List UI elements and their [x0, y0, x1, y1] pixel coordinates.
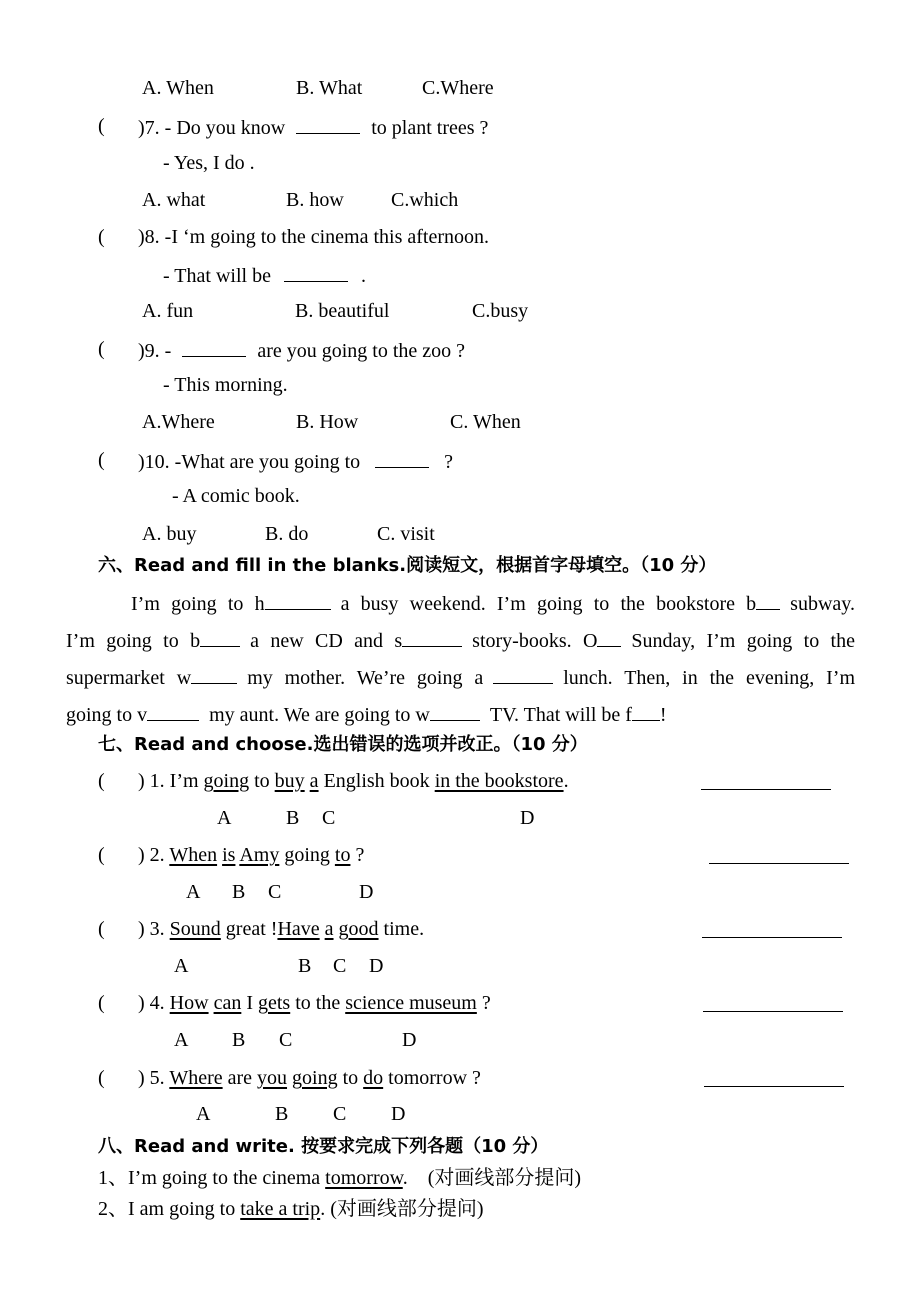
section-8-title-cn: 按要求完成下列各题（10 分）	[301, 1136, 549, 1157]
q7-option-a: A. what	[142, 189, 206, 211]
s7-q5-part-b: you	[257, 1067, 288, 1089]
passage-line-3	[66, 665, 855, 689]
passage-text: !	[659, 704, 667, 726]
s7-q4-num: ) 4.	[138, 992, 165, 1014]
s8-q1-text: 1、I’m going to the cinema	[98, 1167, 321, 1189]
s7-q1-letter-a: A	[217, 807, 232, 829]
q6-option-a: A. When	[142, 77, 214, 99]
s7-q2-answer-line[interactable]	[709, 845, 849, 864]
q8-option-b: B. beautiful	[295, 300, 390, 322]
s7-q4-part-d: science museum	[345, 992, 477, 1014]
section-6-title-cn: 阅读短文，根据首字母填空。（10 分）	[406, 555, 717, 576]
passage-blank[interactable]	[597, 628, 621, 647]
q8-dot: .	[360, 265, 366, 287]
q9-question	[138, 338, 465, 362]
section-7-title-en: Read and choose.	[134, 734, 314, 755]
passage-blank[interactable]	[756, 591, 780, 610]
s7-q3-paren: (	[98, 918, 105, 940]
q8-reply-line	[163, 263, 366, 287]
passage-blank[interactable]	[632, 702, 660, 721]
passage-blank[interactable]	[402, 628, 462, 647]
q10-blank[interactable]	[375, 449, 429, 468]
s7-q3-end: time.	[383, 918, 425, 940]
s7-q5-letter-d: D	[391, 1103, 406, 1125]
passage-text: a new CD and s	[250, 630, 403, 652]
s8-q2-underlined: take a trip	[240, 1198, 321, 1220]
q10-option-b: B. do	[265, 523, 309, 545]
q7-blank[interactable]	[296, 115, 360, 134]
s8-q2-end: .	[320, 1198, 326, 1220]
s7-q5-text: are	[227, 1067, 253, 1089]
s7-q3-part-b: Have	[277, 918, 320, 940]
s7-q5-letter-b: B	[275, 1103, 289, 1125]
s7-q2-letter-b: B	[232, 881, 246, 903]
s7-q2-letter-c: C	[268, 881, 282, 903]
passage-text: going to v	[66, 704, 148, 726]
q10-reply: - A comic book.	[172, 485, 300, 507]
s7-q4-part-a: How	[169, 992, 209, 1014]
q7-option-b: B. how	[286, 189, 344, 211]
s7-q1-part-a: going	[203, 770, 250, 792]
s7-q1-answer-line[interactable]	[701, 771, 831, 790]
q7-stem: )7. - Do you know	[138, 117, 286, 139]
s7-q4-text: to the	[295, 992, 341, 1014]
passage-text: TV. That will be f	[489, 704, 632, 726]
s7-q3-part-d: good	[338, 918, 379, 940]
s7-q4-letter-a: A	[174, 1029, 189, 1051]
q9-option-b: B. How	[296, 411, 359, 433]
s7-q4-letter-c: C	[279, 1029, 293, 1051]
s8-q2-note: (对画线部分提问)	[330, 1198, 484, 1220]
s7-q1-text: English book	[323, 770, 430, 792]
q9-stem: )9. -	[138, 340, 172, 362]
passage-blank[interactable]	[191, 665, 237, 684]
s7-q5-letter-a: A	[196, 1103, 211, 1125]
s7-q3-num: ) 3.	[138, 918, 165, 940]
s7-q1-letter-c: C	[322, 807, 336, 829]
passage-text: supermarket w	[66, 667, 192, 689]
passage-text: Sunday, I’m going to the	[631, 630, 855, 652]
s7-q2-sentence	[138, 844, 364, 866]
q8-question: )8. -I ‘m going to the cinema this afternoon.	[138, 226, 490, 248]
s7-q4-letter-d: D	[402, 1029, 417, 1051]
s8-q1-underlined: tomorrow	[325, 1167, 403, 1189]
s7-q5-paren: (	[98, 1067, 105, 1089]
s7-q4-part-c: gets	[258, 992, 291, 1014]
s7-q2-end: ?	[350, 844, 365, 866]
s7-q3-part-a: Sound	[169, 918, 221, 940]
q7-paren: (	[98, 115, 105, 137]
passage-blank[interactable]	[147, 702, 199, 721]
q7-option-c: C.which	[391, 189, 459, 211]
s7-q1-text: to	[254, 770, 270, 792]
s7-q4-sentence	[138, 992, 491, 1014]
s7-q2-paren: (	[98, 844, 105, 866]
s7-q3-text: great !	[225, 918, 278, 940]
section-7-number: 七、	[98, 734, 134, 755]
passage-blank[interactable]	[200, 628, 240, 647]
section-6-number: 六、	[98, 555, 134, 576]
s7-q1-part-c: a	[309, 770, 319, 792]
q7-stem-end: to plant trees ?	[371, 117, 489, 139]
q8-option-a: A. fun	[142, 300, 194, 322]
q8-reply: - That will be	[163, 265, 271, 287]
s7-q4-text: I	[246, 992, 253, 1014]
passage-text: a busy weekend. I’m going to the bookstore b	[340, 593, 757, 615]
s7-q3-letter-b: B	[298, 955, 312, 977]
s7-q1-letter-b: B	[286, 807, 300, 829]
section-6-heading	[98, 555, 716, 577]
s7-q4-letter-b: B	[232, 1029, 246, 1051]
section-7-heading	[98, 734, 588, 756]
s7-q2-letter-d: D	[359, 881, 374, 903]
q8-blank[interactable]	[284, 263, 348, 282]
s7-q4-part-b: can	[213, 992, 242, 1014]
q10-qmark: ?	[444, 451, 454, 473]
s7-q5-text: to	[342, 1067, 359, 1089]
s7-q5-part-d: do	[363, 1067, 384, 1089]
s7-q4-answer-line[interactable]	[703, 993, 843, 1012]
passage-text: lunch. Then, in the evening, I’m	[563, 667, 856, 689]
s7-q3-answer-line[interactable]	[702, 919, 842, 938]
s7-q1-paren: (	[98, 770, 105, 792]
s7-q2-part-b: is	[222, 844, 236, 866]
s8-q1	[98, 1167, 581, 1189]
q10-paren: (	[98, 449, 105, 471]
section-8-number: 八、	[98, 1136, 134, 1157]
s8-q1-end: .	[402, 1167, 408, 1189]
q10-stem: )10. -What are you going to	[138, 451, 361, 473]
q9-stem-end: are you going to the zoo ?	[257, 340, 466, 362]
s7-q1-part-b: buy	[274, 770, 305, 792]
s7-q5-num: ) 5.	[138, 1067, 165, 1089]
s7-q5-end: tomorrow ?	[388, 1067, 481, 1089]
passage-text: my mother. We’re going a	[247, 667, 484, 689]
s7-q2-num: ) 2.	[138, 844, 165, 866]
s7-q1-end: .	[563, 770, 569, 792]
q9-blank[interactable]	[182, 338, 246, 357]
section-8-title-en: Read and write.	[134, 1136, 295, 1157]
s8-q2	[98, 1198, 484, 1220]
s7-q2-text: going	[284, 844, 330, 866]
s7-q1-sentence	[138, 770, 569, 792]
passage-text: I’m going to h	[131, 593, 265, 615]
passage-blank[interactable]	[493, 665, 553, 684]
q10-option-a: A. buy	[142, 523, 197, 545]
s7-q5-part-a: Where	[169, 1067, 223, 1089]
s7-q4-end: ?	[476, 992, 491, 1014]
section-7-title-cn: 选出错误的选项并改正。（10 分）	[313, 734, 588, 755]
passage-blank[interactable]	[430, 702, 480, 721]
s7-q5-part-c: going	[292, 1067, 338, 1089]
section-8-heading	[98, 1136, 548, 1158]
passage-text: my aunt. We are going to w	[209, 704, 430, 726]
s7-q1-letter-d: D	[520, 807, 535, 829]
passage-line-1	[131, 591, 855, 615]
q8-paren: (	[98, 226, 105, 248]
passage-text: I’m going to b	[66, 630, 201, 652]
q8-option-c: C.busy	[472, 300, 529, 322]
q7-question	[138, 115, 488, 139]
q9-paren: (	[98, 338, 105, 360]
passage-line-4	[66, 702, 667, 726]
s7-q3-sentence	[138, 918, 424, 940]
s7-q2-part-c: Amy	[239, 844, 280, 866]
passage-line-2	[66, 628, 855, 652]
s7-q2-letter-a: A	[186, 881, 201, 903]
s7-q3-letter-d: D	[369, 955, 384, 977]
s7-q4-paren: (	[98, 992, 105, 1014]
q7-reply: - Yes, I do .	[163, 152, 255, 174]
passage-blank[interactable]	[265, 591, 331, 610]
s7-q5-answer-line[interactable]	[704, 1068, 844, 1087]
s7-q3-letter-c: C	[333, 955, 347, 977]
s8-q2-text: 2、I am going to	[98, 1198, 236, 1220]
s8-q1-note: (对画线部分提问)	[427, 1167, 582, 1189]
s7-q5-sentence	[138, 1067, 481, 1089]
section-6-title-en: Read and fill in the blanks.	[134, 555, 407, 576]
passage-text: story-books. O	[472, 630, 598, 652]
q9-option-c: C. When	[450, 411, 521, 433]
q9-option-a: A.Where	[142, 411, 215, 433]
q6-option-c: C.Where	[422, 77, 494, 99]
q10-option-c: C. visit	[377, 523, 435, 545]
s7-q3-part-c: a	[324, 918, 334, 940]
s7-q5-letter-c: C	[333, 1103, 347, 1125]
s7-q3-letter-a: A	[174, 955, 189, 977]
s7-q2-part-d: to	[334, 844, 351, 866]
s7-q2-part-a: When	[169, 844, 218, 866]
q9-reply: - This morning.	[163, 374, 288, 396]
q10-question	[138, 449, 453, 473]
s7-q1-part-d: in the bookstore	[434, 770, 564, 792]
passage-text: subway.	[790, 593, 855, 615]
q6-option-b: B. What	[296, 77, 363, 99]
s7-q1-num: ) 1. I’m	[138, 770, 199, 792]
